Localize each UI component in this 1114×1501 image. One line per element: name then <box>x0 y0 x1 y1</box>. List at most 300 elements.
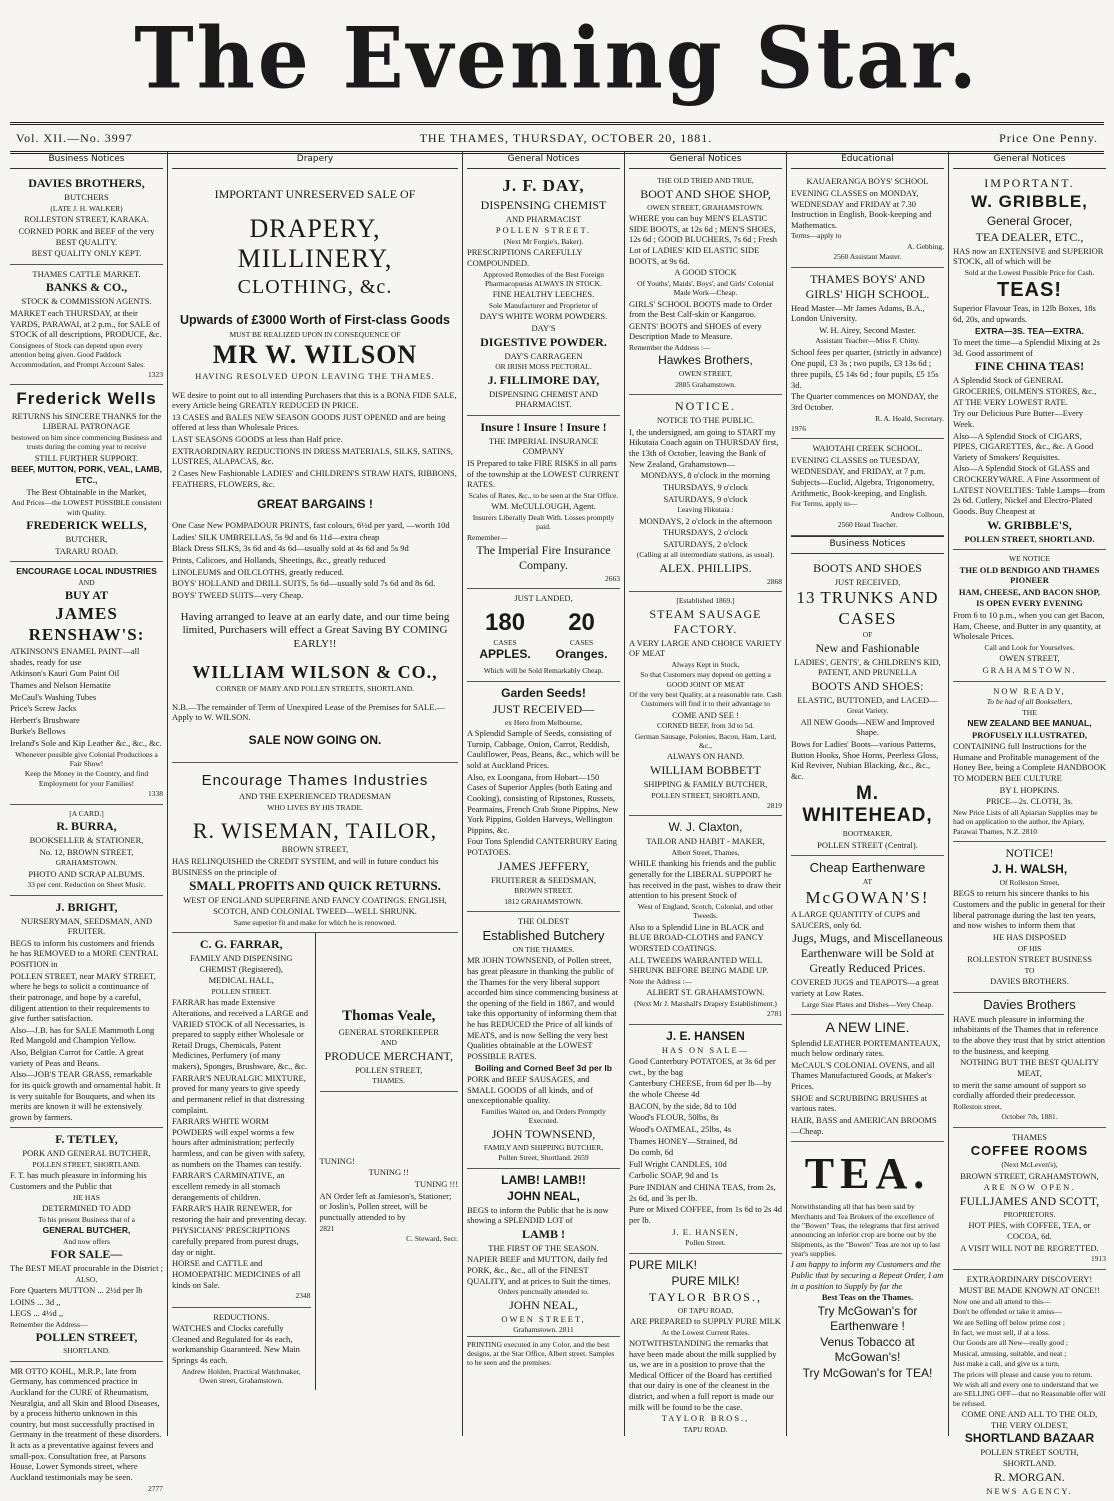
ad-john-townsend <box>467 912 620 1169</box>
ad-line: ALL TWEEDS WARRANTED WELL SHRUNK BEFORE BEING MADE UP. <box>629 954 769 976</box>
ad-line: (Next McLeven's), <box>1001 1160 1058 1170</box>
ad-line: NOTHING BUT THE BEST QUALITY MEAT, <box>960 1057 1099 1078</box>
ad-kauaeranga-school <box>791 172 944 267</box>
ad-line: Families Waited on, and Orders Promptly Executed. <box>481 1107 606 1126</box>
ad-line: JOHN TOWNSEND, <box>491 1126 596 1141</box>
ad-line: 2348 <box>295 1291 311 1301</box>
ad-line: BEGS to inform the Public that he is now showing a SPLENDID LOT of <box>467 1204 609 1226</box>
ad-line: 2781 <box>767 1009 782 1019</box>
oranges-label: Oranges. <box>555 647 608 662</box>
ad-line: HAVE much pleasure in informing the inhabitants of the Thames that in reference to the above they trust that by strict attention to the business, and keeping <box>953 1013 1106 1056</box>
ad-line: Carbolic SOAP, 9d and 1s <box>629 1170 719 1181</box>
ad-line: JOHN NEAL, <box>507 1188 580 1203</box>
ad-line: NOTICE TO THE PUBLIC. <box>656 415 755 426</box>
ad-line: ENCOURAGE LOCAL INDUSTRIES <box>16 566 157 577</box>
ad-line: JOHN NEAL, <box>509 1297 578 1312</box>
ad-line: [Established 1869.] <box>676 596 735 606</box>
ad-line: BOOTS AND SHOES: <box>811 678 924 693</box>
ad-line: DETERMINED TO ADD <box>42 1203 131 1214</box>
ad-line: BUTCHER, <box>65 534 108 545</box>
ad-line: HORSE and CATTLE and HOMOEPATHIC MEDICINES of all kinds on Sale. <box>172 1258 301 1290</box>
ad-line: Leaving Hikutaia : <box>677 505 734 515</box>
ad-line: 2868 <box>767 576 782 586</box>
ad-line: Of Youths', Maids', Boys', and Girls' Colonial Made Work—Cheap. <box>637 278 774 298</box>
ad-line: TO <box>1024 965 1035 975</box>
ad-line: BACON, by the side, 8d to 10d <box>629 1100 737 1111</box>
ad-line: ALEX. PHILLIPS. <box>659 560 752 575</box>
ad-line: THURSDAYS, 2 o'clock <box>662 527 749 538</box>
ad-line: BEGS to return his sincere thanks to his Customers and the public in general for their liberal patronage during the last ten years, and now wishes to inform them that <box>953 888 1106 931</box>
ad-line: POLLEN STREET SOUTH, SHORTLAND. <box>980 1447 1079 1468</box>
bottom-split <box>172 933 458 1390</box>
ad-line: Assistant Teacher—Miss F. Chitty. <box>815 336 920 346</box>
ad-line: BROWN STREET, GRAHAMSTOWN, <box>960 1170 1099 1181</box>
ad-line: To his present Business that of a <box>38 1214 135 1224</box>
ad-line: Approved Remedies of the Best Foreign Pharmacopœias ALWAYS IN STOCK. <box>482 269 605 288</box>
ad-line: Thames HONEY—Strained, 8d <box>629 1135 738 1146</box>
ad-line: 13 CASES and BALES NEW SEASON GOODS JUST OPENED and are being offered at less than Wholesale Prices. <box>172 411 446 433</box>
ad-line: TAILOR AND HABIT - MAKER, <box>646 836 765 847</box>
apples-count: 180 <box>485 609 526 637</box>
ad-line: (Next Mr Forgie's, Baker). <box>503 236 584 246</box>
ad-line: Also to a Splendid Line in BLACK and BLUE BROAD-CLOTHS and FANCY WORSTED COATINGS. <box>629 921 764 953</box>
ad-line: M. WHITEHEAD, <box>802 782 933 827</box>
ad-line: OF HIS <box>1017 943 1042 953</box>
ad-new-line <box>791 1015 944 1142</box>
ad-frederick-wells <box>10 385 163 562</box>
ad-line: WAIOTAHI CREEK SCHOOL. <box>812 443 923 454</box>
ad-line: TUNING! <box>319 1155 355 1166</box>
column-2 <box>168 152 463 1436</box>
ad-line: Our Goods are all New—really good ; <box>953 1338 1068 1348</box>
ad-line: BUTCHERS <box>64 192 109 203</box>
ad-line: ROLLESTON STREET, KARAKA. <box>24 214 149 225</box>
ad-line: COFFEE ROOMS <box>970 1143 1089 1159</box>
ad-line: 2560 Head Teacher. <box>837 520 898 530</box>
ad-line: THE OLD BENDIGO AND THAMES PIONEER <box>959 564 1100 586</box>
ad-line: 33 per cent. Reduction on Sheet Music. <box>27 880 146 890</box>
ad-line: A VERY LARGE AND CHOICE VARIETY OF MEAT <box>629 637 782 659</box>
ad-line: Encourage Thames Industries <box>201 772 429 790</box>
ad-line: PRESCRIPTIONS CAREFULLY COMPOUNDED. <box>467 247 583 268</box>
ad-line: ALWAYS ON HAND. <box>666 751 745 762</box>
ad-line: FINE CHINA TEAS! <box>974 359 1085 374</box>
ad-otto-kohl <box>10 1362 163 1498</box>
ad-line: Pure INDIAN and CHINA TEAS, from 2s, 2s 6d, and 3s per lb. <box>629 1182 776 1203</box>
ad-line: Albert Street, Thames, <box>671 848 740 857</box>
ad-line: POLLEN STREET, SHORTLAND, <box>651 790 760 800</box>
ad-line: Best Teas on the Thames. <box>821 1292 914 1303</box>
ad-line: West of England, Scotch, Colonial, and other Tweeds. <box>637 901 774 921</box>
ad-line: PRICE—2s. CLOTH, 3s. <box>986 796 1073 807</box>
ad-line: IMPORTANT UNRESERVED SALE OF <box>214 187 416 202</box>
column-5 <box>787 152 949 1436</box>
ad-line: SATURDAYS, 9 o'clock <box>663 493 748 504</box>
ad-shortland-bazaar <box>953 1270 1106 1501</box>
ad-line: Sold at the Lowest Possible Price for Cash. <box>964 267 1095 277</box>
ad-line: 2777 <box>148 1483 163 1493</box>
ad-line: Whenever possible give Colonial Productions a Fair Show! <box>15 749 158 769</box>
ad-line: Rolleston street, <box>953 1101 1002 1111</box>
ad-line: Sole Manufacturer and Proprietor of <box>488 300 599 310</box>
ad-line: Call and Look for Yourselves. <box>984 642 1075 652</box>
ad-line: BOOTMAKER, <box>842 829 893 839</box>
ad-line: Scales of Rates, &c., to be seen at the Star Office. <box>468 490 619 500</box>
page-columns <box>6 152 1110 1496</box>
ad-line: F. TETLEY, <box>55 1132 118 1147</box>
ad-line: THE OLD TRIED AND TRUE, <box>657 176 754 186</box>
ad-line: POLLEN STREET. <box>495 225 592 236</box>
ad-line: FAMILY AND DISPENSING CHEMIST (Registered), <box>189 953 293 974</box>
ad-line: Consignees of Stock can depend upon every attention being given. Good Paddock Accommodation, and Prompt Account Sales. <box>10 340 145 369</box>
ad-line: HE HAS DISPOSED <box>992 931 1067 942</box>
ad-line: R. WISEMAN, TAILOR, <box>192 818 438 844</box>
ad-line: BROWN STREET. <box>514 886 573 896</box>
ad-line: POLLEN STREET (Central). <box>817 839 918 850</box>
ad-line: STEAM SAUSAGE FACTORY. <box>649 606 762 636</box>
ad-line: JUST RECEIVED, <box>834 576 901 587</box>
ad-line: TAPU ROAD. <box>683 1424 728 1434</box>
ad-imperial-insurance <box>467 416 620 590</box>
ad-line: FULLJAMES AND SCOTT, <box>959 1194 1100 1209</box>
ad-line: RETURNS his SINCERE THANKS for the LIBERAL PATRONAGE <box>11 410 162 432</box>
ad-line: HAS RELINQUISHED the CREDIT SYSTEM, and will in future conduct his BUSINESS on the principle of <box>172 855 439 877</box>
ad-taylor-bros <box>629 1254 782 1440</box>
ad-line: New and Fashionable <box>815 640 920 655</box>
ad-line: PROFUSELY ILLUSTRATED, <box>972 729 1087 740</box>
ad-john-neal <box>467 1169 620 1373</box>
oranges-count: 20 <box>568 609 595 637</box>
ad-line: EVENING CLASSES on TUESDAY, WEDNESDAY, and FRIDAY, at 7 p.m. <box>791 454 926 476</box>
ad-line: TEA DEALER, ETC., <box>975 229 1084 244</box>
ad-line: Keep the Money in the Country, and find Employment for your Families! <box>24 769 149 788</box>
ad-hawkes-brothers <box>629 172 782 395</box>
ad-line: And Prices—the LOWEST POSSIBLE consistent with Quality. <box>11 498 162 517</box>
ad-line: MONDAYS, 2 o'clock in the afternoon <box>639 515 772 526</box>
ad-line: AND THE EXPERIENCED TRADESMAN <box>239 791 391 802</box>
ad-line: LINOLEUMS and OILCLOTHS, greatly reduced. <box>172 566 344 577</box>
ad-line: THE OLDEST <box>517 916 570 927</box>
ad-line: GENERAL STOREKEEPER <box>338 1026 439 1037</box>
ad-line: Boiling and Corned Beef 3d per lb <box>475 1062 612 1073</box>
ad-line: R. A. Heald, Secretary. <box>875 413 944 423</box>
column-6 <box>949 152 1110 1496</box>
ad-line: LAST SEASONS GOODS at less than Half price. <box>172 434 343 445</box>
ad-line: THAMES <box>1012 1131 1047 1142</box>
ad-line: COME AND SEE ! <box>672 709 739 720</box>
ad-line: HE HAS <box>73 1192 100 1202</box>
ad-line: The prices will please and cause you to return. <box>953 1369 1093 1379</box>
ad-line: Also—A Splendid Stock of GLASS and CROCKERYWARE. A Fine Assortment of LATEST NOVELTIES: Table Lamps—from 2s 6d. Cutlery, Nickel and Electro-Plated Goods. Buy Cheapest at <box>953 463 1105 516</box>
ad-line: DAY'S <box>531 322 556 333</box>
ad-line: Pollen Street. <box>685 1238 726 1248</box>
ad-line: FRUITERER & SEEDSMAN, <box>490 874 597 885</box>
ad-line: JUST LANDED, <box>514 593 573 604</box>
ad-line: SHIPPING & FAMILY BUTCHER, <box>643 779 768 789</box>
ad-line: PURE MILK! <box>671 1273 740 1288</box>
ad-line: BUY AT <box>64 588 108 603</box>
ad-line: Always Kept in Stock, <box>671 659 740 669</box>
ad-line: PURE MILK! <box>629 1257 698 1272</box>
ad-line: THAMES CATTLE MARKET. <box>32 268 141 279</box>
place-date: THE THAMES, THURSDAY, OCTOBER 20, 1881. <box>419 130 713 145</box>
ad-line: to merit the same amount of support so cordially afforded their predecessor. <box>953 1079 1086 1101</box>
ad-line: Ireland's Sole and Kip Leather &c., &c., &c. <box>10 738 162 749</box>
ad-line: BEST QUALITY ONLY KEPT. <box>31 248 142 259</box>
ad-line: Ladies' SILK UMBRELLAS, 5s 9d and 6s 11d—extra cheap <box>172 531 380 542</box>
ad-line: Four Tons Splendid CANTERBURY Eating POTATOES. <box>467 836 618 858</box>
ad-line: A NEW LINE. <box>825 1019 910 1036</box>
ad-line: W. GRIBBLE, <box>971 192 1088 212</box>
ad-line: BEEF, MUTTON, PORK, VEAL, LAMB, ETC., <box>11 464 162 486</box>
ad-line: 2 Cases New Fashionable LADIES' and CHILDREN'S STRAW HATS, RIBBONS, FEATHERS, FLOWERS, &c. <box>172 467 457 489</box>
ad-line: FARRAR'S NEURALGIC MIXTURE, proved for many years to give speedy and permanent relief in that distressing complaint. <box>172 1072 306 1115</box>
ad-line: BANKS & CO., <box>45 280 128 295</box>
ad-mcgowans-tea <box>791 1142 944 1386</box>
ad-line: WHILE thanking his friends and the public generally for the LIBERAL SUPPORT he has received in the past, wishes to draw their attention to his present Stock of <box>629 858 782 901</box>
ad-m-whitehead <box>791 557 944 856</box>
ad-line: Of Rolleston Street, <box>999 878 1060 888</box>
ad-line: Now one and all attend to this— <box>953 1296 1051 1306</box>
ad-line: THE FIRST OF THE SEASON. <box>488 1242 599 1253</box>
ad-line: ex Hero from Melbourne, <box>504 717 583 727</box>
ad-line: LADIES', GENTS', & CHILDREN'S KID, PATENT, AND PRUNELLA <box>794 656 941 678</box>
ad-line: AND PHARMACIST <box>505 213 582 224</box>
ad-line: OWEN STREET, GRAHAMSTOWN. <box>647 202 764 212</box>
column-heading: General Notices <box>629 152 782 169</box>
column-3 <box>463 152 625 1436</box>
ad-bee-manual <box>953 682 1106 843</box>
ad-line: THE IMPERIAL INSURANCE COMPANY <box>488 435 599 457</box>
ad-line: PHYSICIANS' PRESCRIPTIONS carefully prepared from purest drugs, day or night. <box>172 1225 299 1257</box>
ad-james-renshaw <box>10 562 163 804</box>
ad-line: 2560 Assistant Master. <box>833 252 902 262</box>
ad-line: Black Dress SILKS, 3s 6d and 4s 6d—usually sold at 4s 6d and 5s 9d <box>172 543 409 554</box>
ad-line: FOR SALE— <box>50 1247 123 1262</box>
ad-line: New Price Lists of all Apiarian Supplies may be had on application to the author, the Apiary, Parawai Thames, N.Z. 2810 <box>953 807 1098 836</box>
ad-line: PRINTING executed in any Color, and the best designs, at the Star Office, Albert street. Samples to be seen and the premises. <box>467 1336 620 1368</box>
ad-line: Fore Quarters MUTTON ... 2½d per lb <box>10 1285 143 1296</box>
ad-line: STILL FURTHER SUPPORT. <box>34 452 139 463</box>
ad-line: PORK and BEEF SAUSAGES, and SMALL GOODS of all kinds, and of unexceptionable quality. <box>467 1074 593 1106</box>
ad-line: Also—JOB'S TEAR GRASS, remarkable for its quick growth and ornamental habit. It is very suitable for Bouquets, and when its merits are known it will be extensively grown by farmers. <box>10 1069 161 1122</box>
ad-line: Try McGowan's for Earthenware ! <box>817 1303 918 1333</box>
ad-line: Superior Flavour Teas, in 12lb Boxes, 18s 6d, 20s, and upwards. <box>953 303 1096 324</box>
ad-line: STOCK & COMMISSION AGENTS. <box>21 296 152 307</box>
ad-line: NOW READY, <box>993 685 1066 696</box>
ad-line: The Quarter commences on MONDAY, the 3rd October. <box>791 391 939 412</box>
ad-line: EVENING CLASSES on MONDAY, WEDNESDAY and FRIDAY at 7.30 Instruction in English, Book-keeping and Mathematics. <box>791 187 932 230</box>
ad-line: 13 TRUNKS AND CASES <box>796 588 939 628</box>
ad-waiotahi-school <box>791 439 944 535</box>
ad-line: Also—J.B. has for SALE Mammoth Long Red Mangold and Champion Yellow. <box>10 1024 155 1046</box>
ad-william-bobbett <box>629 592 782 816</box>
ad-line: ARE PREPARED to SUPPLY PURE MILK <box>630 1315 781 1326</box>
ad-line: POLLEN STREET, <box>355 1064 423 1075</box>
ad-c-g-farrar <box>172 933 316 1390</box>
ad-line: 1913 <box>1091 1254 1106 1264</box>
ad-line: TAYLOR BROS., <box>661 1413 750 1424</box>
ad-j-f-day <box>467 172 620 416</box>
ad-line: OWEN STREET, <box>999 653 1060 664</box>
ad-w-j-claxton <box>629 816 782 1024</box>
ad-line: THAMES BOYS' AND GIRLS' HIGH SCHOOL. <box>805 271 930 301</box>
ad-line: To meet the time—a Splendid Mixing at 2s 3d. Good assortment of <box>953 337 1100 358</box>
ad-line: Cheap Earthenware <box>809 860 926 876</box>
ad-line: Subjects—Euclid, Algebra, Trigonometry, Arithmetic, Book-keeping, and English. <box>791 477 935 498</box>
ad-line: J. E. HANSEN, <box>672 1226 739 1237</box>
ad-line: Of the very best Quality, at a reasonable rate. Cash Customers will find it to their advantage to <box>629 689 782 709</box>
ad-line: I, the undersigned, am going to START my Hikutaia Coach again on THURSDAY first, the 13th of October, leaving the Bank of New Zealand, Grahamstown— <box>629 426 779 469</box>
ad-line: DAY'S WHITE WORM POWDERS. <box>479 311 608 322</box>
apples-label: APPLES. <box>479 647 531 662</box>
apples-oranges-box <box>467 608 620 662</box>
ad-line: BEGS to inform his customers and friends he has REMOVED to a MORE CENTRAL POSITION in <box>10 937 158 970</box>
ad-line: ROLLESTON STREET BUSINESS <box>967 953 1092 964</box>
ad-line: DISPENSING CHEMIST <box>480 197 607 212</box>
ad-line: THURSDAYS, 9 o'clock <box>662 481 749 492</box>
ad-line: 2821 <box>319 1223 335 1233</box>
ad-line: DRAPERY, MILLINERY, <box>237 214 393 274</box>
ad-line: AN Order left at Jamieson's, Stationer; or Joslin's, Pollen street, will be punctually attended to by <box>319 1190 452 1222</box>
ad-line: Hawkes Brothers, <box>658 353 753 368</box>
ad-line: Established Butchery <box>482 927 605 943</box>
ad-line: A. Gebbing, <box>907 241 944 251</box>
ad-line: JAMES RENSHAW'S: <box>28 604 145 644</box>
ad-line: The Imperial Fire Insurance Company. <box>476 543 611 573</box>
ad-line: 1812 GRAHAMSTOWN. <box>504 896 583 906</box>
ad-line: Thames and Nelson Hematite <box>10 679 111 690</box>
column-heading: Drapery <box>172 152 458 169</box>
ad-line: Jugs, Mugs, and Miscellaneous Earthenware will be Sold at Greatly Reduced Prices. <box>792 931 943 976</box>
apples-cases: CASES <box>493 638 517 648</box>
ad-line: EXTRAORDINARY DISCOVERY! <box>966 1273 1093 1284</box>
ad-line: CONTAINING full Instructions for the Humane and Profitable management of the Honey Bee, being a Complete HANDBOOK TO MODERN BEE CULTURE <box>953 741 1106 784</box>
ad-line: FAMILY AND SHIPPING BUTCHER, <box>483 1142 604 1152</box>
ad-william-wilson-sale <box>172 172 458 763</box>
ad-line: Canterbury CHEESE, from 6d per lb—by the whole Cheese 4d <box>629 1078 772 1099</box>
ad-line: WEST OF ENGLAND SUPERFINE AND FANCY COATINGS. ENGLISH, SCOTCH, AND COLONIAL TWEED—WELL SHRUNK. <box>183 895 447 917</box>
ad-line: OF TAPU ROAD, <box>677 1305 734 1315</box>
ad-line: TUNING !! <box>368 1167 409 1178</box>
ad-line: J. H. WALSH, <box>991 862 1068 877</box>
ad-r-wiseman-tailor <box>172 763 458 933</box>
ad-line: Upwards of £3000 Worth of First-class Goods <box>180 313 450 328</box>
ad-line: Large Size Plates and Dishes—Very Cheap. <box>801 999 934 1009</box>
ad-line: CORNED PORK and BEEF of the very BEST QUALITY. <box>18 225 155 247</box>
ad-line: MR W. WILSON <box>212 340 418 370</box>
ad-line: WE desire to point out to all intending Purchasers that this is a BONA FIDE SALE, every Article being GREATLY REDUCED IN PRICE. <box>172 389 457 411</box>
ad-line: Wood's OATMEAL, 25lbs, 4s <box>629 1123 732 1134</box>
ad-line: A LARGE QUANTITY of CUPS and SAUCERS, only 6d. <box>791 909 920 930</box>
ad-line: Insure ! Insure ! Insure ! <box>480 419 607 434</box>
ad-line: No. 12, BROWN STREET, <box>39 846 134 857</box>
column-heading: General Notices <box>467 152 620 169</box>
ad-line: COVERED JUGS and TEAPOTS—a great variety at Low Rates. <box>791 977 939 999</box>
newspaper-title: The Evening Star. <box>134 8 980 108</box>
ad-line: ELASTIC, BUTTONED, and LACED— <box>797 694 938 705</box>
ad-line: Good Canterbury POTATOES, at 3s 6d per cwt., by the bag <box>629 1056 776 1077</box>
ad-line: LEGS ... 4½d ,, <box>10 1308 64 1319</box>
ad-line: (Next Mr J. Marshall's Drapery Establishment.) <box>634 998 777 1008</box>
ad-line: We wish all and every one to understand that we are SELLING OFF—that no Reasonable offer will be refused. <box>953 1379 1106 1408</box>
ad-line: C. G. FARRAR, <box>199 937 283 952</box>
ad-line: COME ONE AND ALL TO THE OLD, THE VERY OLDEST, <box>961 1409 1098 1430</box>
ad-davies-brothers <box>10 172 163 265</box>
ad-line: WILLIAM BOBBETT <box>650 763 761 777</box>
ad-line: Prints, Calicoes, and Hollands, Sheetings, &c., greatly reduced <box>172 555 386 566</box>
ad-line: Full Wright CANDLES, 10d <box>629 1158 727 1169</box>
ad-line: PRODUCE MERCHANT, <box>324 1048 453 1063</box>
ad-line: FARRAR has made Extensive Alterations, and received a LARGE and VARIED STOCK of all Necessaries, is prepared to supply either Wholesale or Retail Drugs, Chemicals, Patent Medicines, Perfumery (of many makers), Sponges, Brushware, &c., &c. <box>172 997 308 1072</box>
ad-line: All NEW Goods—NEW and Improved Shape. <box>800 716 935 738</box>
ad-line: HOT PIES, with COFFEE, TEA, or COCOA, 6d. <box>968 1220 1091 1242</box>
ad-line: W. H. Airey, Second Master. <box>819 324 916 335</box>
ad-line: Andrew Colhoun, <box>890 509 944 519</box>
ad-line: Remember— <box>467 532 508 542</box>
ad-line: For Terms, apply to— <box>791 499 858 509</box>
ad-just-landed <box>467 589 620 681</box>
ad-line: Price's Screw Jacks <box>10 703 77 714</box>
ad-line: bestowed on him since commencing Business and trusts during the coming year to receive <box>11 433 162 452</box>
ad-line: NOTWITHSTANDING the remarks that have been made about the milk supplied by us, we are in a position to prove that the Medical Officer of the Board has certified that our dairy is one of the cleanest in the district, and when a full report is made our milk will be found to be the case. <box>629 1337 777 1412</box>
ad-line: W. GRIBBLE'S, <box>987 517 1072 532</box>
ad-line: SMALL PROFITS AND QUICK RETURNS. <box>189 878 441 894</box>
ad-line: EXTRAORDINARY REDUCTIONS IN DRESS MATERIALS, SILKS, SATINS, LUSTRES, ALAPACAS, &c. <box>172 445 453 467</box>
ad-bendigo-ham-shop <box>953 550 1106 681</box>
ad-line: Note the Address :— <box>629 976 693 986</box>
ad-line: LOINS ... 3d ,, <box>10 1296 61 1307</box>
ad-line: AND <box>380 1038 397 1048</box>
ad-line: NOTICE. <box>675 399 736 414</box>
ad-line: A Splendid Stock of GENERAL GROCERIES, OILMEN'S STORES, &c., AT THE VERY LOWEST RATE. <box>953 375 1097 407</box>
ad-line: MR JOHN TOWNSEND, of Pollen street, has great pleasure in thanking the public of the Thames for the very liberal support accorded him since commencing business at the opening of the field in 1867, and would take this opportunity of informing them that he has REDUCED the Price of all kinds of MEATS, and is now Selling the very best Qualities obtainable at the LOWEST POSSIBLE RATES. <box>467 955 618 1061</box>
ad-line: Having arranged to leave at an early date, and our time being limited, Purchasers will effect a Great Saving BY COMING EARLY!! <box>180 610 450 651</box>
ad-line: FARRAR'S HAIR RENEWER, for restoring the hair and preventing decay. <box>172 1203 307 1224</box>
ad-line: BROWN STREET, <box>281 844 349 855</box>
ad-line: [A CARD.] <box>69 808 104 818</box>
ad-line: WATCHES and Clocks carefully Cleaned and Regulated for 4s each, workmanship Guaranteed. New Main Springs 4s each. <box>172 1323 300 1366</box>
ad-line: POLLEN STREET, <box>35 1330 138 1345</box>
ad-line: DAVIES BROTHERS. <box>990 975 1069 986</box>
ad-line: F. T. has much pleasure in informing his Customers and the Public that <box>10 1170 147 1192</box>
ad-line: SHORTLAND. <box>63 1346 110 1356</box>
ad-line: Andrew Holden, Practical Watchmaker, Owen street, Grahamstown. <box>181 1366 301 1386</box>
ad-line: BOOT AND SHOE SHOP, <box>640 186 771 201</box>
ad-j-h-walsh <box>953 842 1106 993</box>
ad-w-gribble <box>953 172 1106 550</box>
ad-line: Venus Tobacco at McGowan's! <box>820 1334 915 1364</box>
ad-line: GREAT BARGAINS ! <box>257 497 373 512</box>
ad-line: OWEN STREET, <box>678 369 733 379</box>
ad-line: NEW ZEALAND BEE MANUAL, <box>967 717 1092 728</box>
ad-line: 2663 <box>605 574 620 584</box>
ad-line: POLLEN STREET, near MARY STREET, where he begs to solicit a continuance of their patronage, and hope by a careful, diligent attention to their requirements to give further satisfaction. <box>10 970 156 1024</box>
ad-line: TEA. <box>804 1149 931 1199</box>
ad-line: IS OPEN EVERY EVENING <box>976 598 1083 609</box>
ad-line: R. BURRA, <box>56 818 117 833</box>
ad-line: GENERAL BUTCHER, <box>42 1225 131 1236</box>
ad-line: A VISIT WILL NOT BE REGRETTED. <box>960 1242 1099 1253</box>
ad-line: 2819 <box>767 801 782 810</box>
ad-line: Same superior fit and make for which he is renowned. <box>233 917 397 927</box>
ad-line: OWEN STREET, <box>501 1313 586 1324</box>
ad-line: So that Customers may depend on getting a GOOD JOINT OF MEAT <box>640 670 771 689</box>
ad-line: DAVIES BROTHERS, <box>28 176 145 191</box>
ad-line: POLLEN STREET. <box>211 986 271 996</box>
ad-line: McCAUL'S COLONIAL OVENS, and all Thames Manufactured Goods, at Maker's Prices. <box>791 1059 935 1092</box>
ad-alex-phillips <box>629 395 782 592</box>
